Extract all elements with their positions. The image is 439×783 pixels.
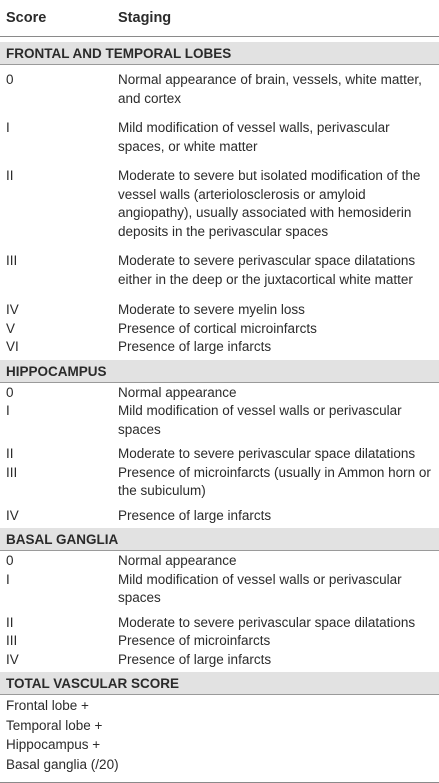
section-basal-ganglia: BASAL GANGLIA [0, 528, 439, 551]
row-staging: Normal appearance [118, 553, 237, 568]
total-score-formula: Frontal lobe + Temporal lobe + Hippocampus + Basal ganglia (/20) [6, 698, 119, 772]
row-score: IV [6, 651, 19, 667]
header-rule [0, 36, 439, 37]
section-hippocampus: HIPPOCAMPUS [0, 360, 439, 383]
table-row [0, 252, 439, 289]
table-row [0, 301, 439, 320]
table-row [0, 632, 439, 651]
section-total-vascular-score: TOTAL VASCULAR SCORE [0, 672, 439, 695]
table-row [0, 338, 439, 357]
table-row [0, 507, 439, 526]
row-staging: Mild modification of vessel walls or perivascular spaces [118, 403, 402, 437]
header-score: Score [6, 10, 47, 26]
row-score: V [6, 320, 16, 336]
row-score: III [6, 464, 18, 480]
row-staging [120, 696, 436, 774]
table-row [0, 119, 439, 156]
table-row [0, 445, 439, 464]
table-header-row [0, 0, 439, 36]
row-staging: Mild modification of vessel walls or perivascular spaces [118, 571, 402, 605]
row-score: II [6, 446, 14, 461]
table-row [0, 614, 439, 633]
table-row [0, 402, 439, 439]
row-score: III [6, 253, 18, 268]
row-score: I [6, 120, 10, 135]
table-row [0, 651, 439, 670]
row-score: II [6, 168, 14, 183]
row-score: 0 [6, 72, 14, 87]
row-staging: Moderate to severe myelin loss [118, 302, 305, 317]
table-row [0, 464, 439, 501]
row-score: VI [6, 339, 19, 354]
row-score: I [6, 571, 10, 587]
section-frontal-temporal: FRONTAL AND TEMPORAL LOBES [0, 42, 439, 65]
row-staging: Normal appearance [118, 384, 237, 400]
row-staging: Mild modification of vessel walls, perivascular spaces, or white matter [118, 120, 390, 154]
row-staging: Moderate to severe perivascular space dilatations either in the deep or the juxtacortical white matter [118, 253, 416, 287]
row-staging: Normal appearance of brain, vessels, white matter, and cortex [118, 72, 422, 106]
table-row [0, 552, 439, 571]
row-score: I [6, 403, 10, 418]
row-score: II [6, 614, 14, 630]
row-staging: Moderate to severe perivascular space dilatations [118, 446, 416, 461]
table-row [0, 571, 439, 608]
table-row [0, 384, 439, 403]
row-staging: Presence of microinfarcts [118, 633, 271, 648]
row-score: III [6, 633, 18, 648]
row-staging: Moderate to severe but isolated modification of the vessel walls (arteriolosclerosis or amyloid angiopathy), usually associated with hemosiderin deposits in the perivascular spaces [118, 168, 421, 239]
row-score: IV [6, 507, 19, 523]
row-score: IV [6, 302, 19, 317]
row-score: 0 [6, 553, 14, 568]
row-staging: Presence of large infarcts [118, 339, 272, 354]
row-staging: Moderate to severe perivascular space dilatations [118, 614, 416, 630]
header-staging: Staging [118, 10, 172, 26]
table-row [0, 320, 439, 339]
row-score: 0 [6, 384, 14, 400]
row-staging: Presence of large infarcts [118, 651, 272, 667]
row-staging: Presence of microinfarcts (usually in Ammon horn or the subiculum) [118, 464, 431, 498]
table-row [0, 71, 439, 108]
table-row [0, 696, 439, 774]
table-row [0, 167, 439, 241]
row-staging: Presence of large infarcts [118, 507, 272, 523]
row-staging: Presence of cortical microinfarcts [118, 320, 317, 336]
